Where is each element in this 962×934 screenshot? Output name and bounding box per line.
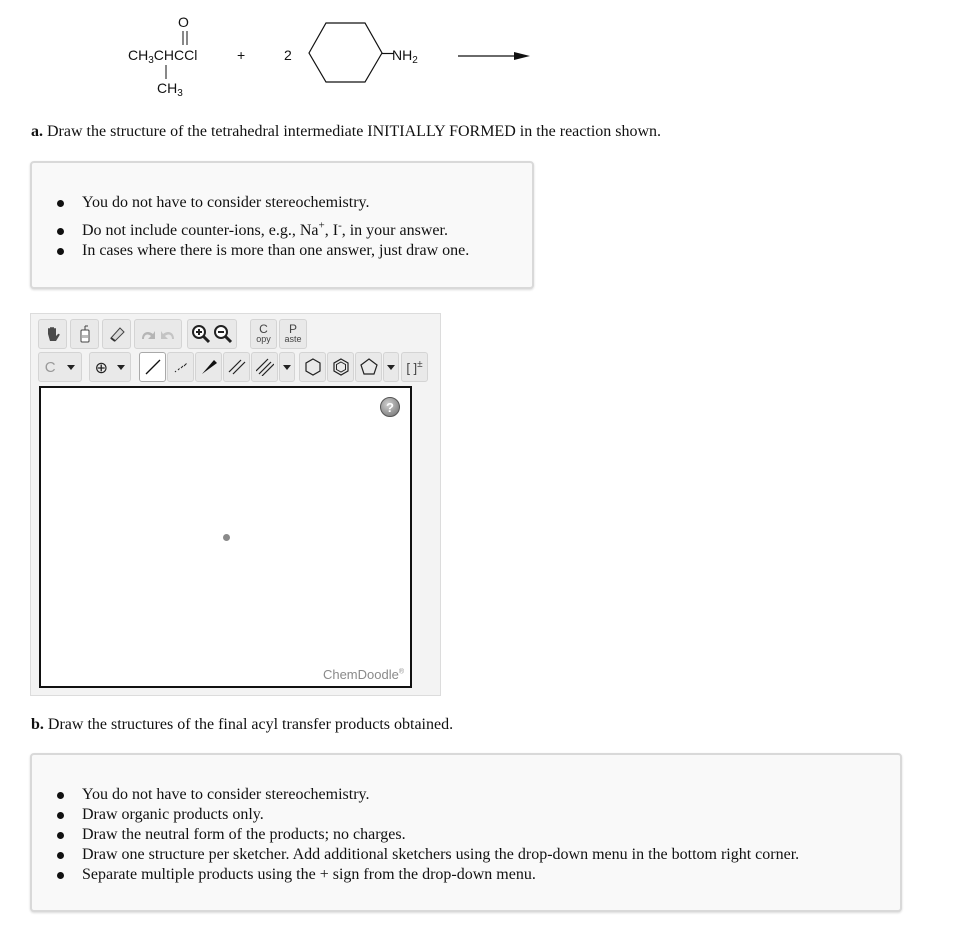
triple-bond-icon — [256, 358, 274, 376]
hand-icon — [44, 325, 62, 343]
part-b-text: Draw the structures of the final acyl transfer products obtained. — [43, 716, 454, 733]
part-b-label: b. — [31, 716, 44, 733]
zoom-group — [187, 319, 237, 349]
help-button[interactable]: ? — [380, 397, 400, 417]
amine-group: $NH_2$ — [392, 47, 418, 66]
part-b-prompt — [31, 716, 453, 734]
instruction-item: Draw the neutral form of the products; no charges. — [32, 825, 900, 845]
redo-icon[interactable] — [158, 325, 178, 343]
instruction-item: Separate multiple products using the + sign from the drop-down menu. — [32, 865, 900, 885]
instruction-item: You do not have to consider stereochemistry. — [32, 785, 900, 805]
copy-button[interactable]: C opy — [250, 319, 277, 349]
clear-button[interactable] — [70, 319, 99, 349]
triple-bond-button[interactable] — [251, 352, 278, 382]
acyl-chloride-formula: $CH_3CHCCl$ — [128, 47, 198, 66]
cyclopentane-button[interactable] — [355, 352, 382, 382]
reaction-scheme — [0, 0, 962, 110]
double-bond-icon — [178, 30, 192, 46]
carbonyl-oxygen: O — [178, 14, 189, 30]
bond-dropdown[interactable] — [279, 352, 295, 382]
paste-button[interactable]: P aste — [279, 319, 307, 349]
part-a-prompt — [31, 123, 661, 141]
double-bond-icon — [228, 358, 246, 376]
chevron-down-icon[interactable] — [67, 365, 75, 370]
wedge-bond-button[interactable] — [195, 352, 222, 382]
zoom-out-icon[interactable] — [212, 323, 234, 345]
instruction-item: Do not include counter-ions, e.g., Na+, I-, in your answer. — [32, 221, 532, 241]
single-bond-button[interactable] — [139, 352, 166, 382]
instruction-item: You do not have to consider stereochemistry. — [32, 193, 532, 213]
zoom-in-icon[interactable] — [190, 323, 212, 345]
stoichiometric-coefficient: 2 — [284, 47, 292, 63]
benzene-button[interactable] — [327, 352, 354, 382]
part-a-label: a. — [31, 123, 43, 140]
single-bond-icon — [144, 358, 162, 376]
ring-dropdown[interactable] — [383, 352, 399, 382]
atom-selector[interactable] — [38, 352, 82, 382]
instruction-item: Draw organic products only. — [32, 805, 900, 825]
hashed-bond-button[interactable] — [167, 352, 194, 382]
cyclohexane-icon — [303, 357, 323, 377]
part-b-instructions-box — [30, 753, 902, 912]
cyclohexane-ring-icon — [305, 20, 385, 84]
undo-icon[interactable] — [138, 325, 158, 343]
hashed-wedge-bond-icon — [172, 358, 190, 376]
eraser-button[interactable] — [102, 319, 131, 349]
chemdoodle-sketcher — [30, 313, 441, 696]
benzene-icon — [331, 357, 351, 377]
drawing-canvas[interactable] — [39, 386, 412, 688]
single-bond-icon — [163, 64, 169, 80]
charge-plus-icon: ⊕ — [94, 357, 109, 377]
chevron-down-icon[interactable] — [117, 365, 125, 370]
eraser-icon — [108, 325, 126, 343]
undo-redo-group — [134, 319, 182, 349]
cursor-point-icon — [223, 534, 230, 541]
part-a-instructions-box — [30, 161, 534, 289]
instruction-item: In cases where there is more than one answer, just draw one. — [32, 241, 532, 261]
cyclohexane-button[interactable] — [299, 352, 326, 382]
reaction-arrow-icon — [458, 49, 532, 63]
methyl-branch: $CH_3$ — [157, 80, 183, 99]
atom-label: C — [44, 358, 56, 376]
wash-bottle-icon — [76, 324, 94, 344]
charge-selector[interactable] — [89, 352, 131, 382]
wedge-bond-icon — [200, 358, 218, 376]
chevron-down-icon — [387, 365, 395, 370]
plus-sign: + — [237, 47, 246, 63]
part-a-text: Draw the structure of the tetrahedral intermediate INITIALLY FORMED in the reaction shown. — [43, 123, 662, 140]
instruction-item: Draw one structure per sketcher. Add additional sketchers using the drop-down menu in the bottom right corner. — [32, 845, 900, 865]
hand-tool-button[interactable] — [38, 319, 67, 349]
chevron-down-icon — [283, 365, 291, 370]
double-bond-button[interactable] — [223, 352, 250, 382]
chemdoodle-brand: ChemDoodle® — [322, 667, 404, 682]
bracket-charge-button[interactable] — [401, 352, 428, 382]
cyclopentane-icon — [359, 357, 379, 377]
bracket-icon: [ ]± — [406, 358, 423, 376]
